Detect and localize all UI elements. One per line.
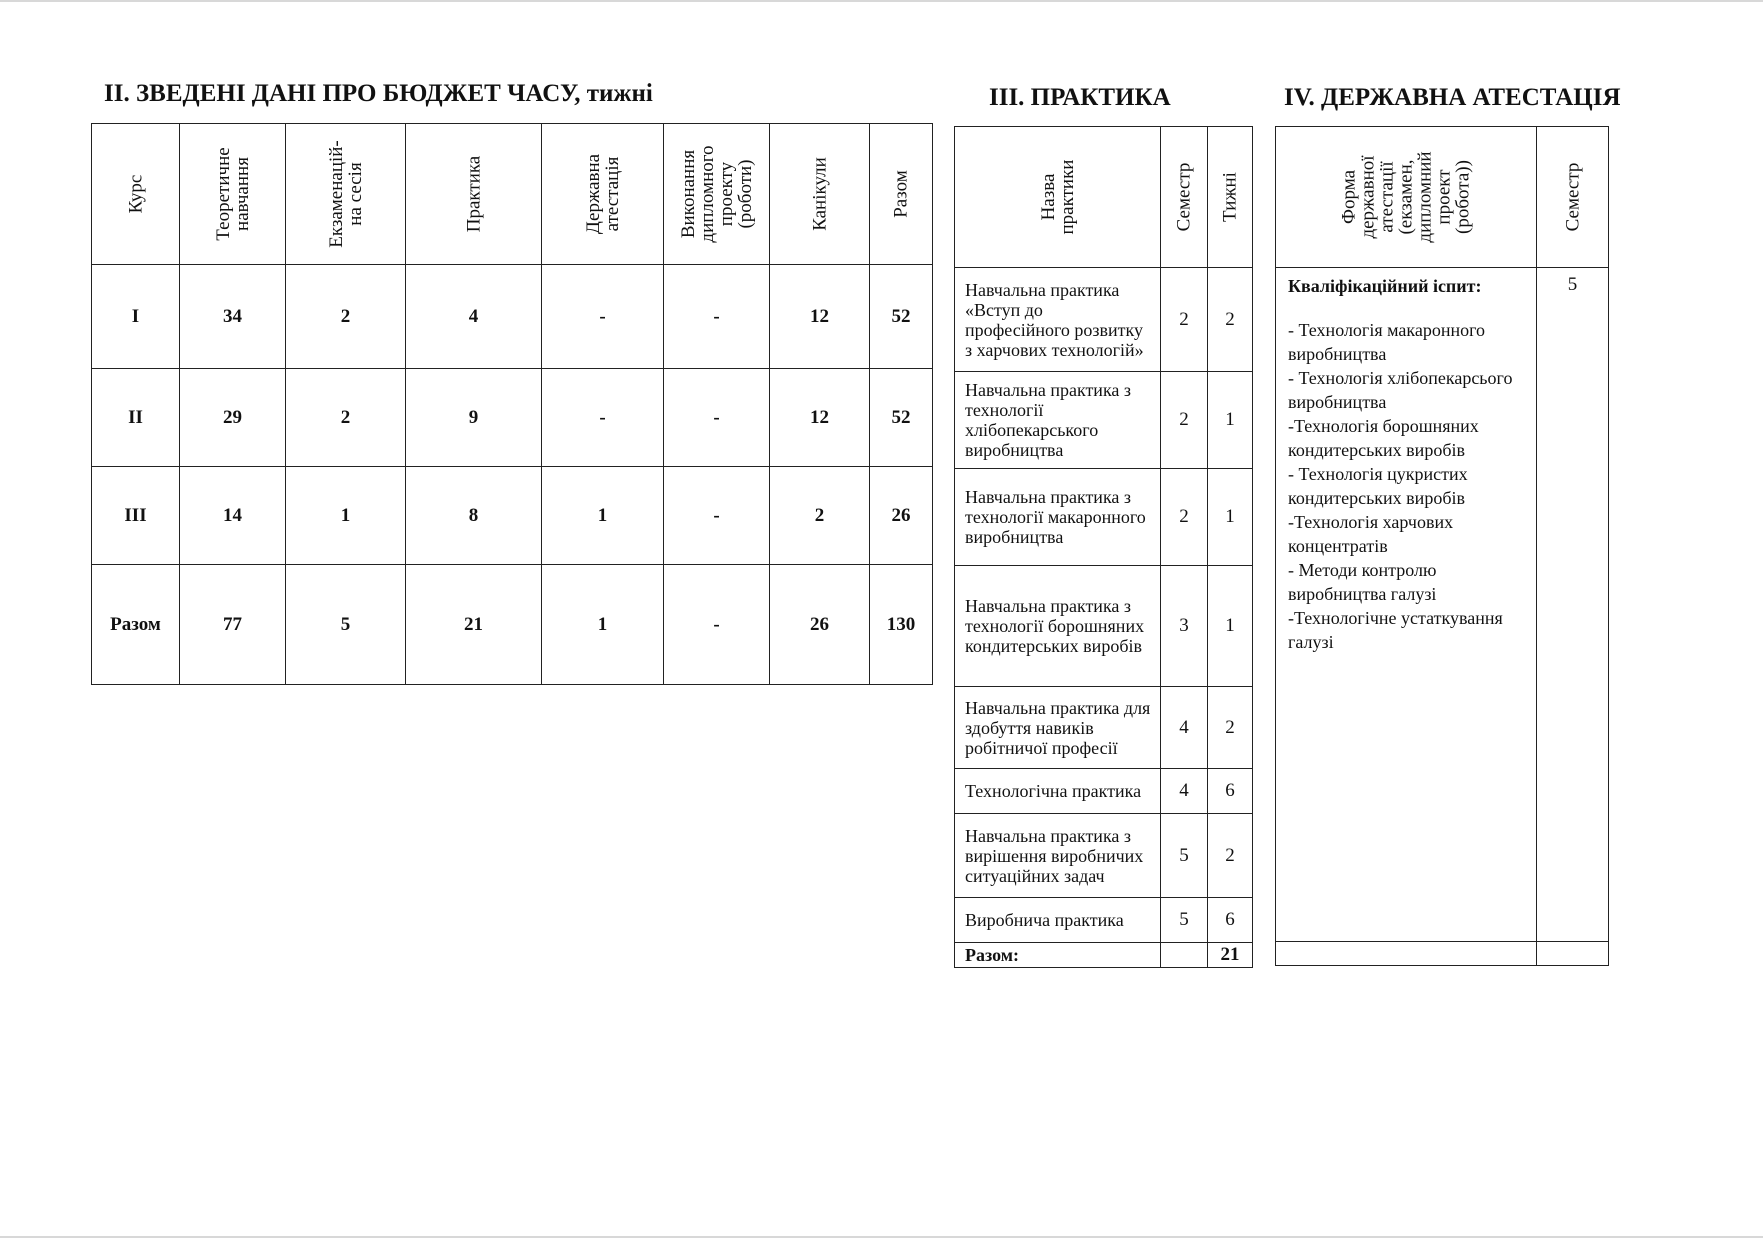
budget-cell: - — [542, 265, 664, 369]
budget-cell: 34 — [180, 265, 286, 369]
budget-row — [92, 467, 933, 565]
practice-semester: 3 — [1161, 566, 1208, 687]
attestation-table — [1275, 126, 1609, 966]
practice-name: Навчальна практика для здобуття навиків робітничої професії — [955, 687, 1161, 769]
practice-weeks: 2 — [1208, 814, 1253, 898]
practice-semester: 2 — [1161, 268, 1208, 372]
practice-title: III. ПРАКТИКА — [989, 84, 1171, 111]
budget-cell: 26 — [870, 467, 933, 565]
budget-header-cell: Канікули — [770, 124, 870, 265]
budget-header-cell: Теоретичне навчання — [180, 124, 286, 265]
exam-subject: - Методи контролю виробництва галузі — [1288, 560, 1437, 604]
practice-name: Навчальна практика з технології борошняних кондитерських виробів — [955, 566, 1161, 687]
practice-weeks: 6 — [1208, 898, 1253, 943]
budget-title: II. ЗВЕДЕНІ ДАНІ ПРО БЮДЖЕТ ЧАСУ, тижні — [104, 80, 653, 107]
practice-name: Навчальна практика з вирішення виробничих ситуаційних задач — [955, 814, 1161, 898]
budget-cell: II — [92, 369, 180, 467]
practice-row — [955, 566, 1253, 687]
practice-row — [955, 372, 1253, 469]
practice-header-cell: Семестр — [1161, 127, 1208, 268]
practice-weeks: 2 — [1208, 268, 1253, 372]
budget-cell: 26 — [770, 565, 870, 685]
practice-semester: 2 — [1161, 469, 1208, 566]
budget-header-row — [92, 124, 933, 265]
practice-name: Технологічна практика — [955, 769, 1161, 814]
practice-name: Навчальна практика з технології макаронного виробництва — [955, 469, 1161, 566]
budget-cell: 2 — [770, 467, 870, 565]
budget-cell: 1 — [542, 467, 664, 565]
practice-total-semester — [1161, 943, 1208, 968]
practice-total-row — [955, 943, 1253, 968]
budget-cell: 12 — [770, 265, 870, 369]
exam-subject: -Технологічне устаткування галузі — [1288, 608, 1503, 652]
budget-total-row — [92, 565, 933, 685]
exam-title: Кваліфікаційний іспит: — [1288, 276, 1482, 296]
practice-row — [955, 268, 1253, 372]
practice-header-cell: Тижні — [1208, 127, 1253, 268]
attestation-semester: 5 — [1537, 268, 1609, 942]
attestation-form-cell — [1276, 268, 1537, 942]
budget-table — [91, 123, 933, 685]
attestation-empty-cell — [1537, 942, 1609, 966]
budget-cell: 4 — [406, 265, 542, 369]
practice-name: Навчальна практика з технології хлібопекарського виробництва — [955, 372, 1161, 469]
budget-cell: 1 — [286, 467, 406, 565]
practice-semester: 2 — [1161, 372, 1208, 469]
budget-cell: - — [664, 467, 770, 565]
budget-cell: Разом — [92, 565, 180, 685]
practice-semester: 5 — [1161, 814, 1208, 898]
budget-row — [92, 265, 933, 369]
scan-edge-bottom — [0, 1236, 1763, 1238]
attestation-header-row — [1276, 127, 1609, 268]
practice-header-cell: Назва практики — [955, 127, 1161, 268]
practice-weeks: 1 — [1208, 372, 1253, 469]
practice-row — [955, 814, 1253, 898]
practice-weeks: 1 — [1208, 566, 1253, 687]
exam-subject: -Технологія харчових концентратів — [1288, 512, 1454, 556]
budget-cell: 21 — [406, 565, 542, 685]
budget-cell: 5 — [286, 565, 406, 685]
budget-cell: III — [92, 467, 180, 565]
attestation-header-cell: Семестр — [1537, 127, 1609, 268]
attestation-header-cell: Форма державної атестації (екзамен, дипломний проект (робота)) — [1276, 127, 1537, 268]
budget-cell: 77 — [180, 565, 286, 685]
budget-cell: - — [664, 565, 770, 685]
practice-weeks: 6 — [1208, 769, 1253, 814]
budget-cell: - — [664, 369, 770, 467]
practice-row — [955, 469, 1253, 566]
budget-header-cell: Виконання дипломного проекту (роботи) — [664, 124, 770, 265]
budget-cell: 2 — [286, 265, 406, 369]
practice-name: Навчальна практика «Вступ до професійного розвитку з харчових технологій» — [955, 268, 1161, 372]
attestation-row — [1276, 268, 1609, 942]
budget-cell: 130 — [870, 565, 933, 685]
practice-total-label: Разом: — [955, 943, 1161, 968]
practice-table — [954, 126, 1253, 968]
budget-cell: 29 — [180, 369, 286, 467]
practice-weeks: 2 — [1208, 687, 1253, 769]
budget-cell: 2 — [286, 369, 406, 467]
budget-cell: 52 — [870, 265, 933, 369]
practice-semester: 4 — [1161, 687, 1208, 769]
budget-cell: 9 — [406, 369, 542, 467]
practice-name: Виробнича практика — [955, 898, 1161, 943]
budget-cell: I — [92, 265, 180, 369]
budget-cell: - — [542, 369, 664, 467]
budget-cell: 52 — [870, 369, 933, 467]
attestation-empty-cell — [1276, 942, 1537, 966]
practice-semester: 5 — [1161, 898, 1208, 943]
budget-cell: 14 — [180, 467, 286, 565]
practice-row — [955, 687, 1253, 769]
exam-subject: - Технологія цукристих кондитерських виробів — [1288, 464, 1468, 508]
exam-subject: - Технологія макаронного виробництва — [1288, 320, 1486, 364]
budget-header-cell: Екзаменацій-на сесія — [286, 124, 406, 265]
practice-semester: 4 — [1161, 769, 1208, 814]
attestation-title: IV. ДЕРЖАВНА АТЕСТАЦІЯ — [1284, 84, 1621, 111]
budget-header-cell: Практика — [406, 124, 542, 265]
budget-cell: 12 — [770, 369, 870, 467]
practice-total-weeks: 21 — [1208, 943, 1253, 968]
budget-row — [92, 369, 933, 467]
scan-edge-top — [0, 0, 1763, 2]
practice-header-row — [955, 127, 1253, 268]
exam-subject: - Технологія хлібопекарсього виробництва — [1288, 368, 1513, 412]
budget-cell: - — [664, 265, 770, 369]
exam-subject: -Технологія борошняних кондитерських виробів — [1288, 416, 1479, 460]
practice-row — [955, 898, 1253, 943]
practice-weeks: 1 — [1208, 469, 1253, 566]
practice-row — [955, 769, 1253, 814]
budget-header-cell: Курс — [92, 124, 180, 265]
attestation-empty-row — [1276, 942, 1609, 966]
budget-header-cell: Разом — [870, 124, 933, 265]
budget-cell: 8 — [406, 467, 542, 565]
budget-header-cell: Державна атестація — [542, 124, 664, 265]
budget-cell: 1 — [542, 565, 664, 685]
